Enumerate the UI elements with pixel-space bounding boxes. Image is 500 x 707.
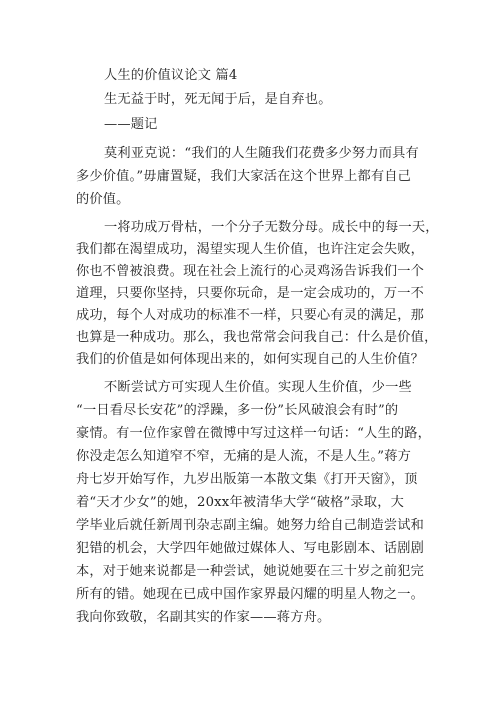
paragraph-line: 舟七岁开始写作，九岁出版第一本散文集《打开天窗》，顶 [76,472,418,487]
paragraph-line: 莫利亚克说：“我们的人生随我们花费多少努力而具有 [104,146,419,161]
paragraph-line: 你也不曾被浪费。现在社会上流行的心灵鸡汤告诉我们一个 [76,264,425,279]
paragraph-line: 着“天才少女”的她，20xx年被清华大学“破格”录取，大 [76,495,404,510]
paragraph-line: 本，对于她来说都是一种尝试，她说她要在三十岁之前犯完 [76,564,425,579]
epigraph-line: 生无益于时，死无闻于后，是自弃也。 [104,92,332,107]
document-title: 人生的价值议论文 篇4 [104,68,238,83]
paragraph-line: 成功，每个人对成功的标准不一样，只要心有灵的满足，那 [76,308,425,323]
paragraph-line: 一将功成万骨枯，一个分子无数分母。成长中的每一天， [104,220,439,235]
paragraph-line: 犯错的机会，大学四年她做过媒体人、写电影剧本、话剧剧 [76,541,425,556]
paragraph-line: 也算是一种成功。那么，我也常常会问我自己：什么是价值， [76,330,438,345]
paragraph-line: 你没走怎么知道窄不窄，无痛的是人流，不是人生。”蒋方 [76,449,412,464]
paragraph-line: 我们都在渴望成功，渴望实现人生价值，也许注定会失败， [76,242,425,257]
epigraph-source: ——题记 [104,117,158,132]
paragraph-line: 的价值。 [76,192,130,207]
paragraph-line: 多少价值。”毋庸置疑，我们大家活在这个世界上都有自己 [76,169,412,184]
paragraph-line: 所有的错。她现在已成中国作家界最闪耀的明星人物之一。 [76,587,425,602]
paragraph-line: 不断尝试方可实现人生价值。实现人生价值，少一些 [104,380,412,395]
paragraph-line: 道理，只要你坚持，只要你玩命，是一定会成功的，万一不 [76,286,425,301]
paragraph-line: 豪情。有一位作家曾在微博中写过这样一句话：“人生的路， [76,426,432,441]
paragraph-line: 学毕业后就任新周刊杂志副主编。她努力给自己制造尝试和 [76,518,425,533]
paragraph-line: 我向你致敬，名副其实的作家——蒋方舟。 [76,610,331,625]
paragraph-line: “一日看尽长安花”的浮躁，多一份”长风破浪会有时”的 [76,403,399,418]
paragraph-line: 我们的价值是如何体现出来的，如何实现自己的人生价值？ [76,352,425,367]
